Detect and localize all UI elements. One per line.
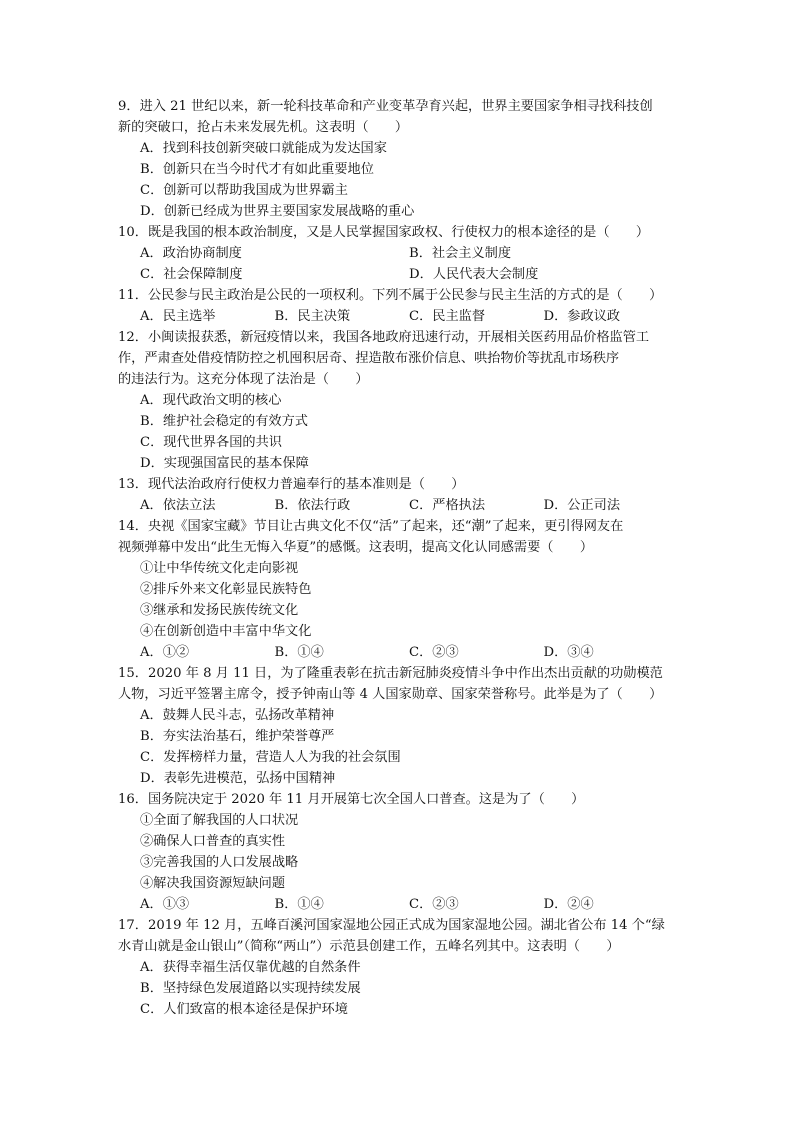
statement: ③继承和发扬民族传统文化: [140, 603, 299, 618]
statement: ③完善我国的人口发展战略: [140, 855, 299, 870]
option[interactable]: A．现代政治文明的核心: [140, 393, 282, 408]
stem-line: 2019 年 12 月，五峰百溪河国家湿地公园正式成为国家湿地公园。湖北省公布 14 个“绿: [147, 918, 665, 933]
option-row: [118, 243, 678, 264]
option[interactable]: D．实现强国富民的基本保障: [140, 456, 309, 471]
option[interactable]: B．民主决策: [274, 309, 351, 324]
question-number: 9．: [118, 99, 140, 114]
question-stem: [118, 222, 678, 243]
option[interactable]: A．依法立法: [140, 498, 216, 513]
question-16: [118, 789, 678, 915]
question-number: 11．: [118, 288, 148, 303]
option[interactable]: A．①③: [140, 897, 190, 912]
option[interactable]: B．创新只在当今时代才有如此重要地位: [140, 162, 374, 177]
question-stem: [118, 915, 678, 957]
question-stem: [118, 789, 678, 810]
stem-line: 小闽读报获悉，新冠疫情以来，我国各地政府迅速行动，开展相关医药用品价格监管工: [147, 330, 650, 345]
question-stem: [118, 516, 678, 558]
question-13: [118, 474, 678, 516]
statement: ①让中华传统文化走向影视: [140, 561, 299, 576]
option[interactable]: D．②④: [543, 897, 594, 912]
question-12: [118, 327, 678, 474]
option[interactable]: A．找到科技创新突破口就能成为发达国家: [140, 141, 387, 156]
statement: ②确保人口普查的真实性: [140, 834, 286, 849]
question-stem: [118, 474, 678, 495]
option[interactable]: A．①②: [140, 645, 190, 660]
option[interactable]: B．①④: [274, 645, 324, 660]
option-row: [118, 264, 678, 285]
option[interactable]: C．②③: [409, 897, 459, 912]
option[interactable]: D．创新已经成为世界主要国家发展战略的重心: [140, 204, 415, 219]
stem-line: 进入 21 世纪以来，新一轮科技革命和产业变革孕育兴起，世界主要国家争相寻找科技创: [139, 99, 653, 114]
option[interactable]: D．公正司法: [543, 498, 621, 513]
question-14: [118, 516, 678, 663]
question-stem: [118, 327, 678, 390]
option-row: [118, 495, 678, 516]
question-11: [118, 285, 678, 327]
stem-line: 现代法治政府行使权力普遍奉行的基本准则是（ ）: [147, 477, 465, 492]
stem-line: 新的突破口，抢占未来发展先机。这表明（ ）: [118, 120, 409, 135]
option-row: [118, 306, 678, 327]
option[interactable]: C．②③: [409, 645, 459, 660]
option[interactable]: B．①④: [274, 897, 324, 912]
option[interactable]: B．依法行政: [274, 498, 351, 513]
stem-line: 既是我国的根本政治制度，又是人民掌握国家政权、行使权力的根本途径的是（ ）: [147, 225, 650, 240]
option[interactable]: C．严格执法: [409, 498, 486, 513]
stem-line: 2020 年 8 月 11 日，为了隆重表彰在抗击新冠肺炎疫情斗争中作出杰出贡献的功勋模范: [147, 666, 663, 681]
option[interactable]: C．民主监督: [409, 309, 486, 324]
exam-page: [118, 96, 678, 1020]
question-17: [118, 915, 678, 1020]
statement: ②排斥外来文化彰显民族特色: [140, 582, 312, 597]
option[interactable]: A．民主选举: [140, 309, 216, 324]
option[interactable]: A．鼓舞人民斗志，弘扬改革精神: [140, 708, 335, 723]
question-number: 15．: [118, 666, 148, 681]
stem-line: 水青山就是金山银山”（简称“两山”）示范县创建工作，五峰名列其中。这表明（ ）: [118, 939, 620, 954]
option[interactable]: D．③④: [543, 645, 594, 660]
option-row: [118, 642, 678, 663]
option[interactable]: D．参政议政: [543, 309, 621, 324]
option[interactable]: A．获得幸福生活仅靠优越的自然条件: [140, 960, 361, 975]
question-number: 13．: [118, 477, 148, 492]
option[interactable]: C．人们致富的根本途径是保护环境: [140, 1002, 348, 1017]
question-stem: [118, 96, 678, 138]
question-stem: [118, 663, 678, 705]
option[interactable]: B．夯实法治基石，维护荣誉尊严: [140, 729, 335, 744]
option[interactable]: C．创新可以帮助我国成为世界霸主: [140, 183, 348, 198]
option[interactable]: A．政治协商制度: [140, 246, 242, 261]
option-row: [118, 894, 678, 915]
stem-line: 人物，习近平签署主席令，授予钟南山等 4 人国家勋章、国家荣誉称号。此举是为了（ ）: [118, 687, 663, 702]
question-10: [118, 222, 678, 285]
question-number: 12．: [118, 330, 148, 345]
question-number: 14．: [118, 519, 148, 534]
option[interactable]: B．社会主义制度: [409, 246, 512, 261]
question-number: 17．: [118, 918, 148, 933]
question-number: 16．: [118, 792, 148, 807]
stem-line: 公民参与民主政治是公民的一项权利。下列不属于公民参与民主生活的方式的是（ ）: [147, 288, 663, 303]
option[interactable]: C．现代世界各国的共识: [140, 435, 282, 450]
stem-line: 的违法行为。这充分体现了法治是（ ）: [118, 372, 369, 387]
stem-line: 视频弹幕中发出“此生无悔入华夏”的感慨。这表明，提高文化认同感需要（ ）: [118, 540, 594, 555]
option[interactable]: D．人民代表大会制度: [409, 267, 539, 282]
option[interactable]: C．发挥榜样力量，营造人人为我的社会氛围: [140, 750, 401, 765]
question-15: [118, 663, 678, 789]
question-9: [118, 96, 678, 222]
stem-line: 国务院决定于 2020 年 11 月开展第七次全国人口普查。这是为了（ ）: [147, 792, 585, 807]
option[interactable]: B．坚持绿色发展道路以实现持续发展: [140, 981, 361, 996]
stem-line: 作，严肃查处借疫情防控之机囤积居奇、捏造散布涨价信息、哄抬物价等扰乱市场秩序: [118, 351, 620, 366]
statement: ④解决我国资源短缺问题: [140, 876, 286, 891]
question-stem: [118, 285, 678, 306]
statement: ④在创新创造中丰富中华文化: [140, 624, 312, 639]
question-number: 10．: [118, 225, 148, 240]
statement: ①全面了解我国的人口状况: [140, 813, 299, 828]
option[interactable]: C．社会保障制度: [140, 267, 243, 282]
option[interactable]: D．表彰先进模范，弘扬中国精神: [140, 771, 336, 786]
option[interactable]: B．维护社会稳定的有效方式: [140, 414, 308, 429]
stem-line: 央视《国家宝藏》节目让古典文化不仅“活”了起来，还“潮”了起来，更引得网友在: [147, 519, 624, 534]
